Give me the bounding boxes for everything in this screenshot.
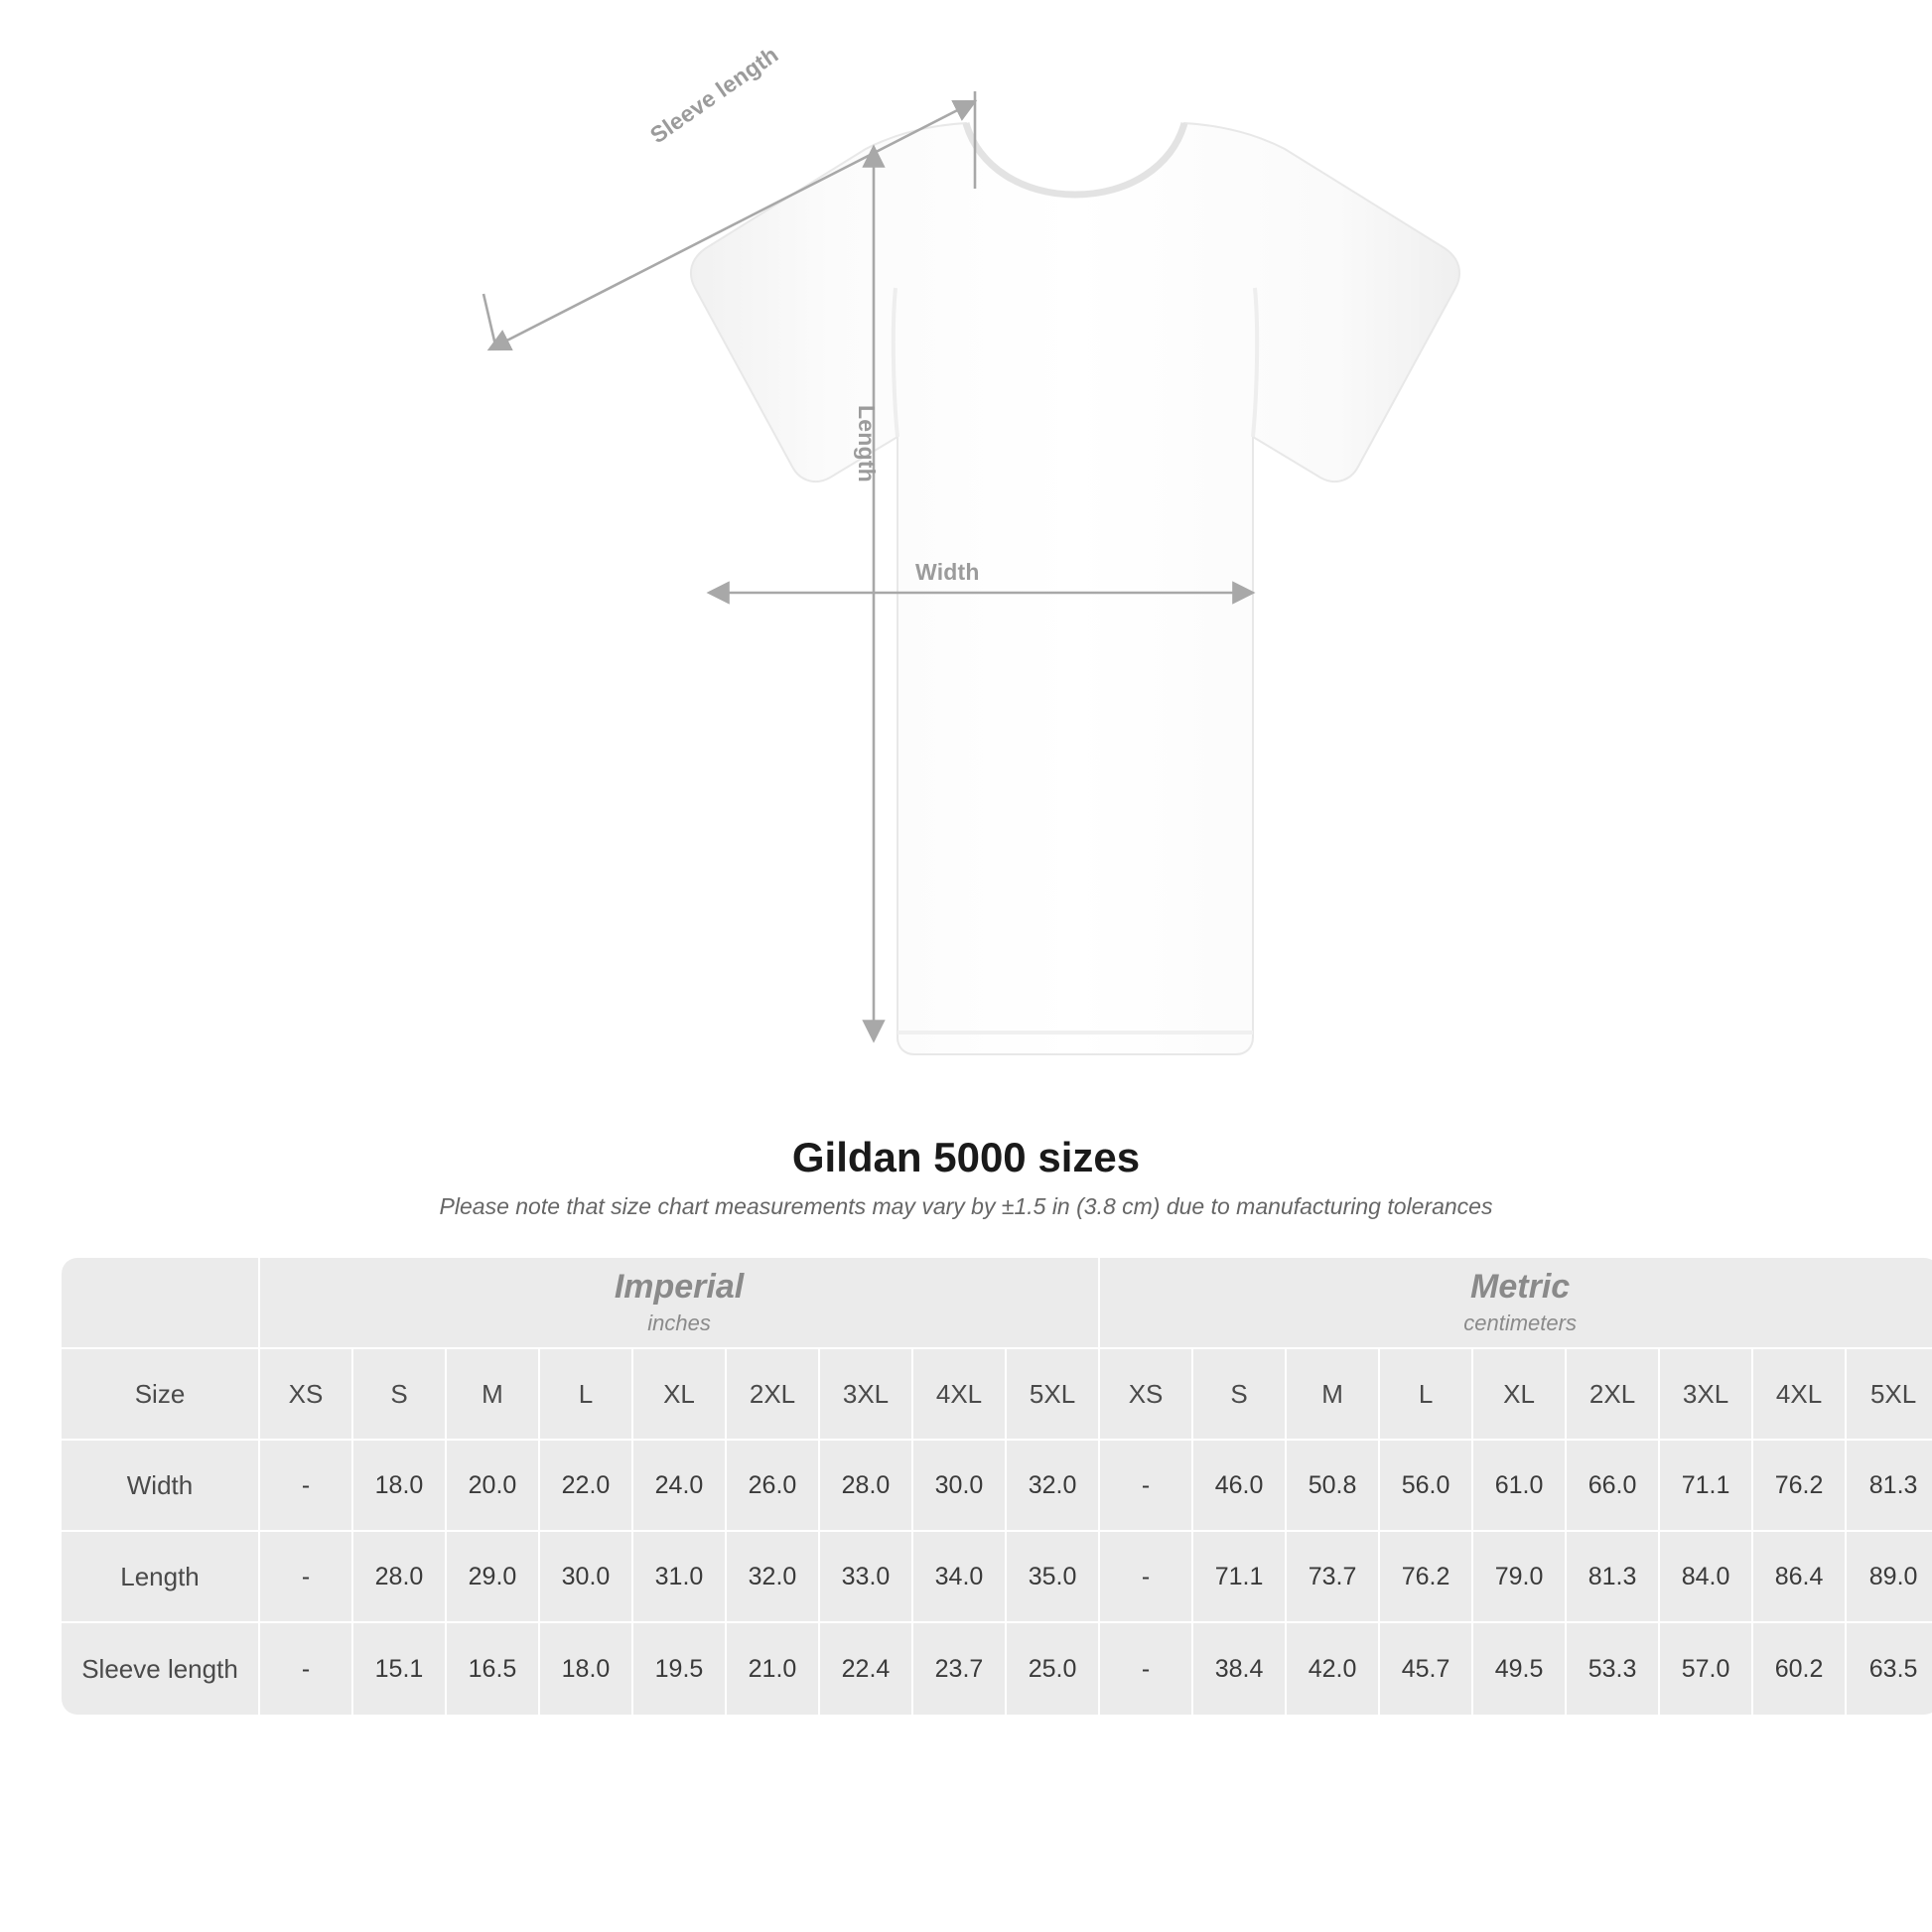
measurement-cell: 49.5 [1473,1623,1567,1715]
size-column-header: XS [1100,1349,1193,1441]
measurement-cell: 45.7 [1380,1623,1473,1715]
measurement-cell: 66.0 [1567,1441,1660,1532]
size-table [62,1258,1932,1715]
measurement-cell: 73.7 [1287,1532,1380,1623]
measurement-cell: 23.7 [913,1623,1007,1715]
measurement-cell: 50.8 [1287,1441,1380,1532]
unit-header-row [62,1258,1932,1349]
table-row [62,1532,1932,1623]
title-block [0,1134,1932,1220]
size-column-header: M [447,1349,540,1441]
measurement-cell: - [260,1441,353,1532]
measurement-cell: 61.0 [1473,1441,1567,1532]
unit-group-name: Imperial [614,1268,745,1307]
size-column-header: 5XL [1007,1349,1100,1441]
measurement-cell: - [260,1623,353,1715]
size-column-header: S [353,1349,447,1441]
table-row [62,1623,1932,1715]
size-column-header: L [1380,1349,1473,1441]
measurement-cell: 56.0 [1380,1441,1473,1532]
size-column-header: M [1287,1349,1380,1441]
size-header-row [62,1349,1932,1441]
measurement-cell: 57.0 [1660,1623,1753,1715]
measurement-cell: 81.3 [1567,1532,1660,1623]
measurement-cell: 46.0 [1193,1441,1287,1532]
size-column-header: 4XL [1753,1349,1847,1441]
measurement-cell: 60.2 [1753,1623,1847,1715]
measurement-cell: 32.0 [1007,1441,1100,1532]
measurement-cell: 15.1 [353,1623,447,1715]
measurement-cell: - [1100,1623,1193,1715]
measurement-cell: - [1100,1441,1193,1532]
unit-group-subtitle: inches [647,1310,711,1335]
measurement-cell: 30.0 [913,1441,1007,1532]
size-column-header: 2XL [727,1349,820,1441]
measurement-cell: - [1100,1532,1193,1623]
size-column-header: 3XL [820,1349,913,1441]
length-label: Length [854,405,880,483]
measurement-cell: 81.3 [1847,1441,1932,1532]
measurement-cell: 76.2 [1753,1441,1847,1532]
size-column-header: XS [260,1349,353,1441]
measurement-cell: 18.0 [353,1441,447,1532]
measurement-cell: 16.5 [447,1623,540,1715]
measurement-cell: 24.0 [633,1441,727,1532]
unit-group-header-imperial [260,1258,1100,1349]
table-row [62,1441,1932,1532]
tshirt-shape [691,123,1459,1054]
unit-group-name: Metric [1470,1268,1571,1307]
size-column-header: 3XL [1660,1349,1753,1441]
measurement-cell: 42.0 [1287,1623,1380,1715]
row-label-cell: Sleeve length [62,1623,260,1715]
size-column-header: XL [633,1349,727,1441]
measurement-cell: 22.4 [820,1623,913,1715]
unit-group-header-metric [1100,1258,1932,1349]
measurement-cell: 89.0 [1847,1532,1932,1623]
measurement-cell: 19.5 [633,1623,727,1715]
size-column-header: XL [1473,1349,1567,1441]
unit-group-subtitle: centimeters [1463,1310,1577,1335]
page-title: Gildan 5000 sizes [791,1134,1141,1180]
size-column-header: L [540,1349,633,1441]
measurement-cell: 71.1 [1193,1532,1287,1623]
measurement-cell: 71.1 [1660,1441,1753,1532]
size-column-header: 5XL [1847,1349,1932,1441]
size-column-header: S [1193,1349,1287,1441]
row-label-cell: Width [62,1441,260,1532]
measurement-cell: 22.0 [540,1441,633,1532]
measurement-cell: 31.0 [633,1532,727,1623]
measurement-cell: 35.0 [1007,1532,1100,1623]
size-column-header: 4XL [913,1349,1007,1441]
measurement-cell: 84.0 [1660,1532,1753,1623]
size-table-wrapper [62,1258,1918,1715]
measurement-cell: 20.0 [447,1441,540,1532]
measurement-cell: 53.3 [1567,1623,1660,1715]
measurement-cell: 29.0 [447,1532,540,1623]
measurement-cell: 28.0 [353,1532,447,1623]
size-header-cell: Size [62,1349,260,1441]
measurement-cell: 38.4 [1193,1623,1287,1715]
measurement-cell: 76.2 [1380,1532,1473,1623]
table-corner-cell [62,1258,260,1349]
measurement-cell: 32.0 [727,1532,820,1623]
row-label-cell: Length [62,1532,260,1623]
measurement-cell: 21.0 [727,1623,820,1715]
measurement-cell: 79.0 [1473,1532,1567,1623]
measurement-cell: - [260,1532,353,1623]
sleeve-length-label: Sleeve length [645,41,783,149]
measurement-cell: 33.0 [820,1532,913,1623]
measurement-cell: 63.5 [1847,1623,1932,1715]
measurement-cell: 26.0 [727,1441,820,1532]
tolerance-note: Please note that size chart measurements may vary by ±1.5 in (3.8 cm) due to manufacturing tolerances [439,1193,1493,1219]
measurement-cell: 86.4 [1753,1532,1847,1623]
measurement-cell: 28.0 [820,1441,913,1532]
measurement-cell: 34.0 [913,1532,1007,1623]
measurement-cell: 25.0 [1007,1623,1100,1715]
measurement-cell: 30.0 [540,1532,633,1623]
width-label: Width [915,559,980,585]
measurement-cell: 18.0 [540,1623,633,1715]
size-column-header: 2XL [1567,1349,1660,1441]
